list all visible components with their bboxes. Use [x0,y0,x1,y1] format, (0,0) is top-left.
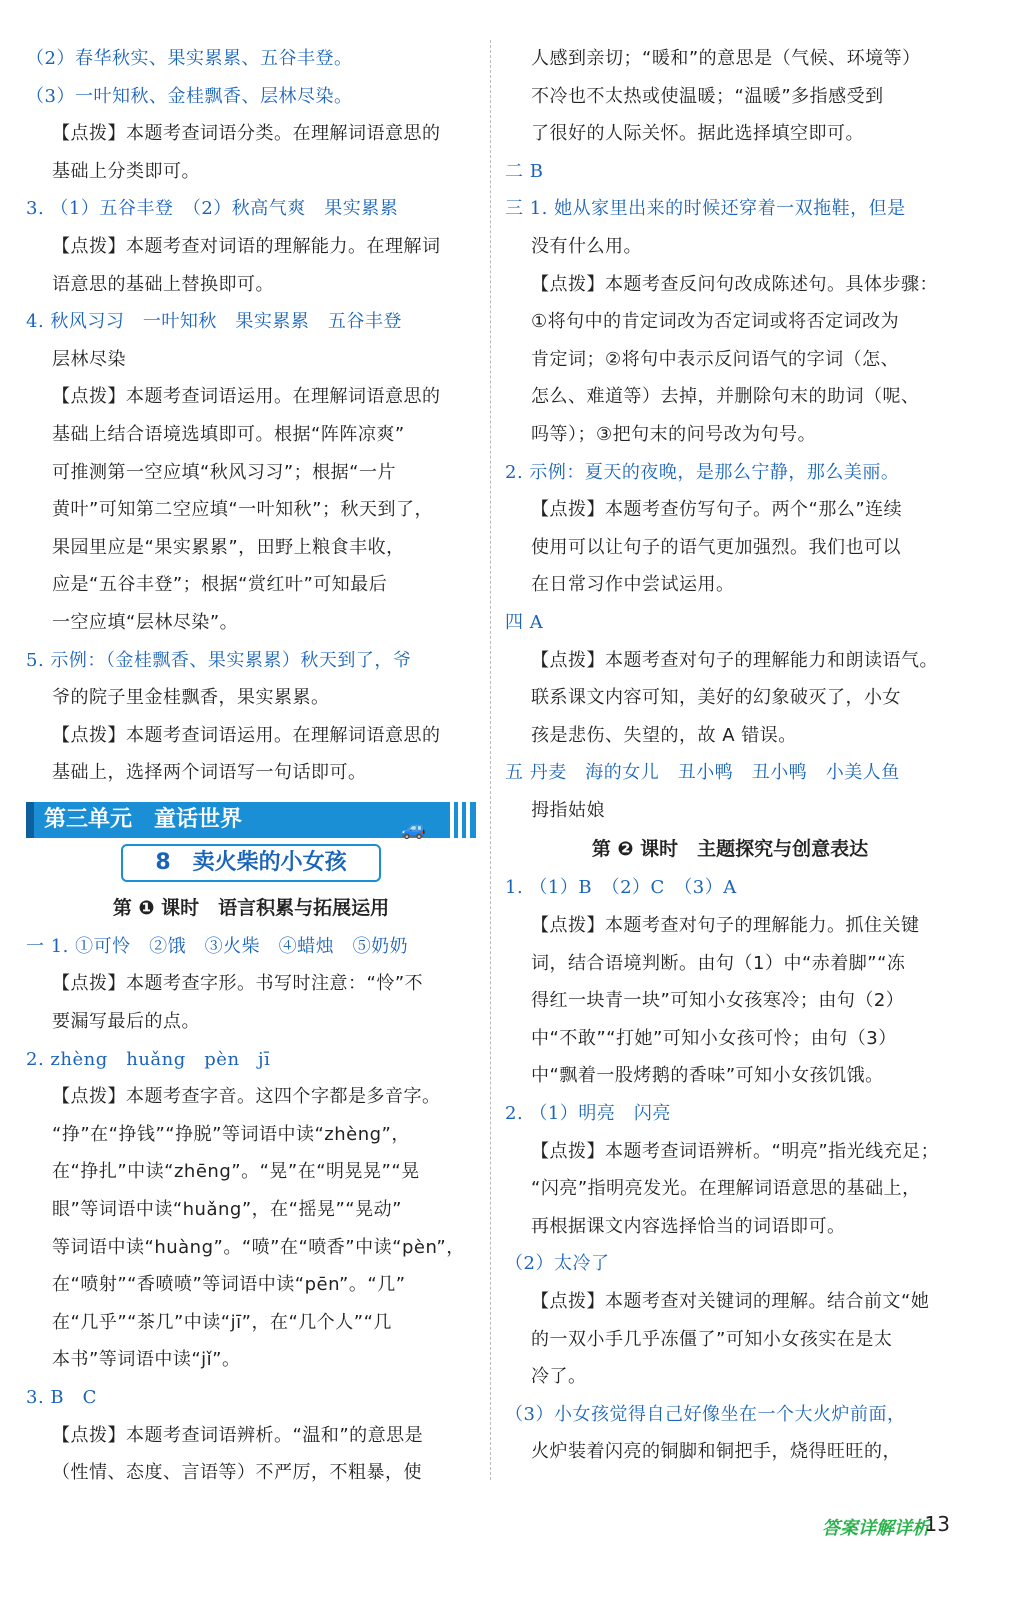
text-line: ①将句中的肯定词改为否定词或将否定词改为 [531,311,900,333]
text-line: （3）小女孩觉得自己好像坐在一个大火炉前面， [505,1403,906,1425]
text-line: 冷了。 [531,1366,587,1388]
text-line: 吗等）；③把句末的问号改为句号。 [531,423,817,445]
text-line: 【点拨】本题考查字形。书写时注意：“怜”不 [52,973,424,995]
text-line: 四 A [505,611,544,633]
text-line: “挣”在“挣钱”“挣脱”等词语中读“zhèng”， [52,1123,410,1145]
lesson-title: 8 卖火柴的小女孩 [121,844,381,882]
right-column [505,40,955,1471]
text-line: 【点拨】本题考查词语运用。在理解词语意思的 [52,724,441,746]
text-line: 语意思的基础上替换即可。 [52,273,274,295]
unit-banner [26,802,476,838]
text-line: 了很好的人际关怀。据此选择填空即可。 [531,123,864,145]
text-line: 人感到亲切；“暖和”的意思是（气候、环境等） [531,48,921,69]
text-line: 怎么、难道等）去掉，并删除句末的助词（呢、 [531,386,920,408]
text-line: 【点拨】本题考查对词语的理解能力。在理解词 [52,235,441,257]
text-line: 【点拨】本题考查词语辨析。“明亮”指光线充足； [531,1140,940,1162]
text-line: 不冷也不太热或使温暖；“温暖”多指感受到 [531,85,884,107]
text-line: 1. （1）B （2）C （3）A [505,877,737,899]
text-line: 要漏写最后的点。 [52,1011,200,1033]
page-number: 13 [924,1512,950,1536]
text-line: 可推测第一空应填“秋风习习”；根据“一片 [52,461,396,483]
text-line: 在“几乎”“茶几”中读“jī”，在“几个人”“几 [52,1311,392,1333]
text-line: （3）一叶知秋、金桂飘香、层林尽染。 [26,85,353,107]
footer-label: 答案详解详析 [822,1518,930,1539]
text-line: 词，结合语境判断。由句（1）中“赤着脚”“冻 [531,952,906,974]
text-line: 2. （1）明亮 闪亮 [505,1103,671,1125]
car-icon: 🚙 [401,815,426,840]
text-line: 拇指姑娘 [531,799,605,821]
left-text-block-1 [26,40,476,792]
unit-title: 第三单元 童话世界 [44,806,243,832]
text-line: 【点拨】本题考查对句子的理解能力和朗读语气。 [531,649,938,671]
text-line: “闪亮”指明亮发光。在理解词语意思的基础上， [531,1178,921,1200]
text-line: 3. B C [26,1387,97,1408]
text-line: 【点拨】本题考查对句子的理解能力。抓住关键 [531,915,920,937]
text-line: 火炉装着闪亮的铜脚和铜把手，烧得旺旺的， [531,1441,901,1463]
text-line: 3. （1）五谷丰登 （2）秋高气爽 果实累累 [26,198,399,220]
text-line: 2. zhèng huǎng pèn jī [26,1048,271,1070]
text-line: 基础上分类即可。 [52,160,200,182]
text-line: 得红一块青一块”可知小女孩寒冷；由句（2） [531,990,905,1012]
period-title-1: 第 ❶ 课时 语言积累与拓展运用 [112,896,390,919]
text-line: 【点拨】本题考查仿写句子。两个“那么”连续 [531,499,903,521]
text-line: 等词语中读“huàng”。“喷”在“喷香”中读“pèn”， [52,1236,465,1258]
text-line: 孩是悲伤、失望的，故 A 错误。 [531,724,797,746]
right-text-block-1 [505,40,955,829]
text-line: 在“挣扎”中读“zhēng”。“晃”在“明晃晃”“晃 [52,1161,420,1183]
text-line: 在“喷射”“香喷喷”等词语中读“pēn”。“几” [52,1274,406,1296]
text-line: 眼”等词语中读“huǎng”，在“摇晃”“晃动” [52,1199,402,1221]
text-line: 的一双小手几乎冻僵了”可知小女孩实在是太 [531,1328,893,1350]
text-line: 【点拨】本题考查词语运用。在理解词语意思的 [52,386,441,408]
period-title-2: 第 ❷ 课时 主题探究与创意表达 [591,838,869,861]
text-line: 4. 秋风习习 一叶知秋 果实累累 五谷丰登 [26,311,402,333]
text-line: 二 B [505,160,544,182]
text-line: 本书”等词语中读“jǐ”。 [52,1349,241,1371]
text-line: 黄叶”可知第二空应填“一叶知秋”；秋天到了， [52,499,433,521]
right-text-block-2 [505,869,955,1471]
text-line: 基础上，选择两个词语写一句话即可。 [52,762,367,784]
text-line: 联系课文内容可知，美好的幻象破灭了，小女 [531,687,901,709]
left-text-block-2 [26,928,476,1492]
text-line: 果园里应是“果实累累”，田野上粮食丰收， [52,536,405,558]
text-line: 使用可以让句子的语气更加强烈。我们也可以 [531,536,901,558]
column-divider [490,40,491,1480]
text-line: 一 1. ①可怜 ②饿 ③火柴 ④蜡烛 ⑤奶奶 [26,935,409,957]
text-line: 爷的院子里金桂飘香，果实累累。 [52,687,330,709]
text-line: （性情、态度、言语等）不严厉，不粗暴，使 [52,1462,422,1484]
text-line: 中“飘着一股烤鹅的香味”可知小女孩饥饿。 [531,1065,884,1087]
left-column [26,40,476,1492]
text-line: 三 1. 她从家里出来的时候还穿着一双拖鞋，但是 [505,198,906,220]
text-line: （2）春华秋实、果实累累、五谷丰登。 [26,48,353,69]
text-line: 一空应填“层林尽染”。 [52,611,239,633]
text-line: 层林尽染 [52,348,126,370]
text-line: 在日常习作中尝试运用。 [531,574,735,596]
text-line: 基础上结合语境选填即可。根据“阵阵凉爽” [52,423,405,445]
text-line: 应是“五谷丰登”；根据“赏红叶”可知最后 [52,574,388,596]
text-line: （2）太冷了 [505,1253,610,1275]
text-line: 【点拨】本题考查字音。这四个字都是多音字。 [52,1086,441,1108]
text-line: 【点拨】本题考查对关键词的理解。结合前文“她 [531,1291,930,1312]
text-line: 5. 示例：（金桂飘香、果实累累）秋天到了，爷 [26,649,412,671]
text-line: 肯定词；②将句中表示反问语气的字词（怎、 [531,348,900,370]
text-line: 【点拨】本题考查词语分类。在理解词语意思的 [52,123,441,145]
text-line: 再根据课文内容选择恰当的词语即可。 [531,1215,846,1237]
text-line: 没有什么用。 [531,235,642,257]
banner-stripes [446,802,470,838]
text-line: 【点拨】本题考查反问句改成陈述句。具体步骤： [531,273,938,295]
text-line: 中“不敢”“打她”可知小女孩可怜；由句（3） [531,1027,897,1049]
text-line: 2. 示例：夏天的夜晚，是那么宁静，那么美丽。 [505,461,900,483]
text-line: 【点拨】本题考查词语辨析。“温和”的意思是 [52,1424,424,1446]
text-line: 五 丹麦 海的女儿 丑小鸭 丑小鸭 小美人鱼 [505,762,900,784]
